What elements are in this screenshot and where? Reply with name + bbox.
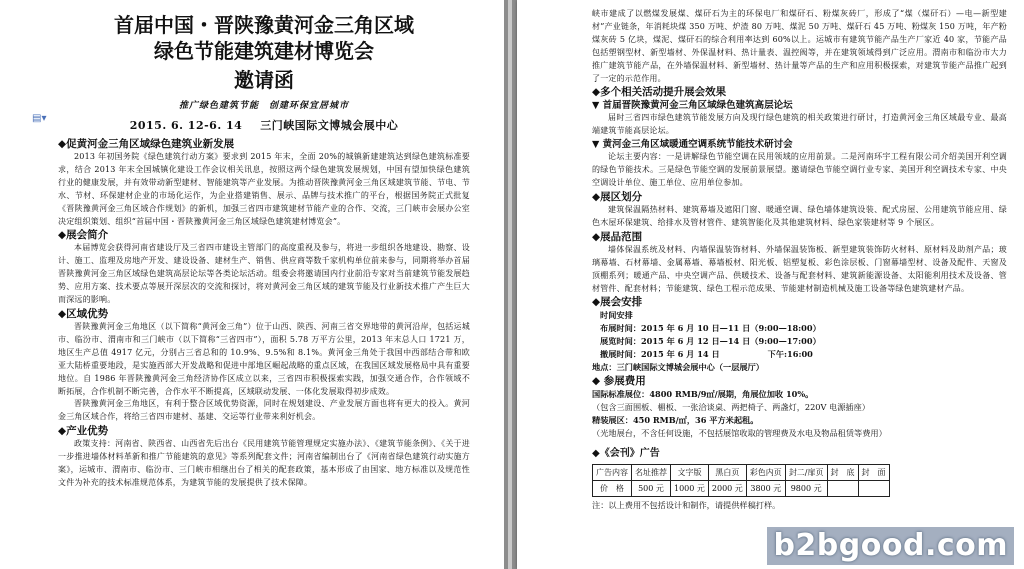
scope-text: 墙体保温系统及材料、内墙保温装饰材料、外墙保温装饰板、新型建筑装饰防火材料、原材料及助剂产品；玻璃幕墙、石材幕墙、金属幕墙、幕墙板材、阳光板、铝塑复板、彩色涂层板、门窗幕墙型材、设备及配件、天窗及顶棚系列；暖通产品、中央空调产品、供暖技术、设备与配套材料、建筑新能源设备、太阳能利用技术及设备、管材管件、配套材料；节能建筑、绿色工程示范成果、节能建材制造机械及施工设备等绿色建筑建材产品。 bbox=[592, 244, 1007, 293]
slogan: 推广绿色建筑节能 创建环保宜居城市 bbox=[178, 101, 349, 111]
forum-1-text: 届时三省四市绿色建筑节能发展方向及现行绿色建筑的相关政策进行研讨，打造黄河金三角区域最专业、最高端建筑节能高层论坛。 bbox=[592, 113, 1007, 136]
forum-1-title: ▼ 首届晋陕豫黄河金三角区域绿色建筑高层论坛 bbox=[592, 100, 793, 112]
schedule-label: 撤展时间： bbox=[600, 349, 641, 360]
ads-heading: ◆《会刊》广告 bbox=[592, 448, 660, 460]
table-header-cell: 名址推荐 bbox=[632, 465, 671, 481]
table-header-cell: 黑白页 bbox=[708, 465, 746, 481]
table-cell: 9800 元 bbox=[785, 481, 827, 497]
table-cell: 3800 元 bbox=[746, 481, 785, 497]
table-header-cell: 封二/扉页 bbox=[785, 465, 827, 481]
table-header-cell: 广告内容 bbox=[593, 465, 632, 481]
table-row bbox=[593, 465, 890, 481]
table-cell bbox=[827, 481, 858, 497]
table-cell: 500 元 bbox=[632, 481, 671, 497]
title-line-3: 邀请函 bbox=[234, 68, 294, 92]
scope-heading: ◆展品范围 bbox=[592, 230, 643, 243]
table-header-cell: 文字版 bbox=[671, 465, 709, 481]
section-paragraph: 政策支持：河南省、陕西省、山西省先后出台《民用建筑节能管理规定实施办法》、《建筑节能条例》、《关于进一步推进墙体材料革新和推广节能建筑的意见》等系列配套文件；河南省编制出台了《河南省绿色建筑行动实施方案》，运城市、渭南市、临汾市、三门峡市相继出台了相关的配套政策，基本形成了由国家、地方标准以及规范性文件为补充的技术标准规范体系，为建筑节能的发展提供了技术保障。 bbox=[58, 439, 470, 487]
table-cell: 1000 元 bbox=[671, 481, 709, 497]
schedule-extra: 下午:16:00 bbox=[767, 349, 813, 360]
watermark: b2bgood.com bbox=[767, 527, 1014, 565]
zones-text: 建筑保温隔热材料、建筑幕墙及遮阳门窗、暖通空调、绿色墙体建筑设装、配式房屋、公用建筑节能应用、绿色木屋环保建筑、给排水及管材管件、建筑智能化及其他建筑材料、绿色家装建材等 9 个展区。 bbox=[592, 204, 1007, 227]
location: 地点：三门峡国际文博城会展中心（一层展厅） bbox=[592, 362, 764, 373]
table-header-cell: 封 面 bbox=[858, 465, 889, 481]
schedule-heading: ◆展会安排 bbox=[592, 296, 643, 309]
section-heading: ◆促黄河金三角区域绿色建筑业新发展 bbox=[58, 138, 235, 150]
table-cell: 2000 元 bbox=[708, 481, 746, 497]
schedule-value: 2015 年 6 月 14 日 bbox=[640, 349, 720, 360]
left-page bbox=[0, 0, 504, 569]
schedule-value: 2015 年 6 月 10 日—11 日（9:00—18:00） bbox=[640, 323, 821, 334]
page-divider bbox=[508, 0, 512, 569]
schedule-row bbox=[592, 335, 1007, 348]
title-line-1: 首届中国・晋陕豫黄河金三角区域 bbox=[114, 13, 414, 37]
ads-note: 注：以上费用不包括设计和制作，请提供样稿打样。 bbox=[592, 500, 781, 511]
section-paragraph: 晋陕豫黄河金三角地区（以下简称“黄河金三角”）位于山西、陕西、河南三省交界地带的黄河沿岸，包括运城市、临汾市、渭南市和三门峡市（以下简称“三省四市”），面积 5.78 万平方公里，2013 年末总人口 1721 万，地区生产总值 4917 亿元，分别占三省总和的 10.9%、9.5%和 8.1%。黄河金三角处于我国中西部结合带和欧亚大陆桥重要地段，是实施西部大开发战略和促进中部地区崛起战略的重点区域，在我国区域发展格局中具有重要地位。自 1986 年晋陕豫黄河金三角经济协作区成立以来，三省四市积极探索实践，加强交通合作，合作领域不断拓展，合作机制不断完善，合作水平不断提高，区域联动发展、一体化发展取得初步成效。 bbox=[58, 321, 470, 396]
table-header-cell: 彩色内页 bbox=[746, 465, 785, 481]
section-paragraph: 2013 年初国务院《绿色建筑行动方案》要求到 2015 年末，全面 20%的城镇新建建筑达到绿色建筑标准要求，结合 2013 年末全国城镇化建设工作会议相关讯息，按照这两个绿色建筑发展规划，中国有望加快绿色建筑行业的健康发展，并有效带动新型建材、智能建筑等产业发展。为推动晋陕豫黄河金三角区域建筑节能、节电、节水、节材、环保建材企业的市场化运作，为企业搭建销售、展示、品牌与技术推广的平台，根据国务院正式批复《晋陕豫黄河金三角区域合作规划》的新机，加强三省四市建筑建材节能产业的合作、交流，三门峡市会展办公室决定组织策划、组织“首届中国・晋陕豫黄河金三角区域绿色建筑建材博览会”。 bbox=[58, 152, 470, 226]
section-paragraph: 晋陕豫黄河金三角地区，有利于整合区域优势资源，同时在规划建设、产业发展方面也将有更大的投入。黄河金三角区域合作，将给三省四市建材、基建、交运等行业带来利好机会。 bbox=[58, 399, 470, 422]
fee-raw-space: 精装展区：450 RMB/㎡，36 平方米起租。 bbox=[592, 415, 759, 426]
schedule-title: 时间安排 bbox=[600, 310, 633, 321]
table-cell bbox=[858, 481, 889, 497]
schedule-row bbox=[592, 348, 1007, 361]
table-cell: 价 格 bbox=[593, 481, 632, 497]
section-heading: ◆展会简介 bbox=[58, 229, 109, 242]
zones-heading: ◆展区划分 bbox=[592, 190, 643, 203]
activities-heading: ◆多个相关活动提升展会效果 bbox=[592, 86, 727, 99]
dateline bbox=[58, 117, 470, 133]
schedule-row bbox=[592, 322, 1007, 335]
fee-raw-note: （光地展台，不含任何设施，不包括展馆收取的管理费及水电及物品租赁等费用） bbox=[592, 428, 887, 439]
schedule-label: 展览时间： bbox=[600, 336, 641, 347]
fee-standard-note: （包含三面围板、楣板、一张洽谈桌、两把椅子、两盏灯，220V 电源插座） bbox=[592, 402, 870, 413]
section-heading: ◆区域优势 bbox=[58, 307, 109, 320]
section-paragraph: 本届博览会获得河南省建设厅及三省四市建设主管部门的高度重视及参与，将进一步组织各地建设、勘察、设计、施工、监理及房地产开发、建设设备、建材生产、销售、供应商等数千家机构单位前来参与，同期将举办首届晋陕豫黄河金三角区域绿色建筑高层论坛等各类论坛活动。组委会将邀请国内行业前沿专家对当前建筑节能发展趋势、应用方案、技术要点等展开深层次的交流和探讨，将对黄河金三角区域的建筑节能及行业新技术推广产生巨大而深远的影响。 bbox=[58, 243, 470, 305]
fees-heading: ◆ 参展费用 bbox=[592, 375, 646, 388]
intro-paragraph: 峡市建成了以燃煤发展煤、煤矸石为主的环保电厂和煤矸石、粉煤灰砖厂，形成了“煤（煤矸石）—电—新型建材”产业链条，年消耗块煤 350 万吨、炉渣 80 万吨、煤泥 50 万吨、煤矸石 45 万吨、粉煤灰 150 万吨，年产粉煤灰砖 5 亿块，煤泥、煤矸石的综合利用率达到 60%以上。运城市有建筑节能产品生产厂家近 40 家，节能产品包括塑钢型材、新型墙材、外保温材料、热计量表、温控阀等，并在建筑领域得到广泛应用。渭南市和临汾市大力推广建筑节能产品，在外墙保温材料、新型墙材、热计量等产品的生产和应用积极探索，对建筑节能产品推广起到了一定的示范作用。 bbox=[592, 9, 1007, 83]
fee-standard: 国际标准展位：4800 RMB/9㎡/展期，角展位加收 10%。 bbox=[592, 389, 814, 400]
ads-table bbox=[592, 464, 890, 497]
section-heading: ◆产业优势 bbox=[58, 425, 109, 438]
forum-2-title: ▼ 黄河金三角区域暖通空调系统节能技术研讨会 bbox=[592, 139, 793, 151]
event-venue: 三门峡国际文博城会展中心 bbox=[260, 119, 399, 132]
table-header-cell: 封 底 bbox=[827, 465, 858, 481]
table-row bbox=[593, 481, 890, 497]
right-page bbox=[517, 0, 1024, 569]
schedule-label: 布展时间： bbox=[600, 323, 641, 334]
left-body bbox=[58, 137, 470, 490]
title-line-2: 绿色节能建筑建材博览会 bbox=[154, 39, 374, 63]
forum-2-text: 论坛主要内容：一是讲解绿色节能空调在民用领域的应用前景。二是河南环宇工程有限公司介绍美国开利空调的绿色节能技术。三是绿色节能空调的发展前景展望。邀请绿色节能空调行业专家、美国开利空调技术专家、中央空调设计单位、施工单位、应用单位参加。 bbox=[592, 152, 1007, 188]
schedule-value: 2015 年 6 月 12 日—14 日（9:00—17:00） bbox=[640, 336, 821, 347]
document-anchor-icon[interactable]: ▤▾ bbox=[32, 113, 47, 124]
event-date: 2015. 6. 12-6. 14 bbox=[129, 119, 243, 132]
